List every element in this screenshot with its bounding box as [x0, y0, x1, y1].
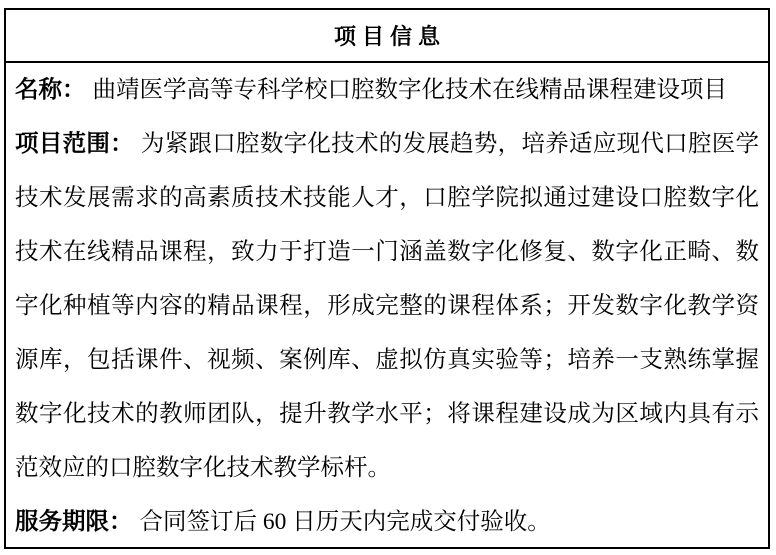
- table-header-row: [6, 10, 768, 63]
- project-scope-label: 项目范围：: [15, 131, 134, 157]
- service-period-label: 服务期限：: [15, 509, 133, 535]
- project-scope-row: [15, 117, 759, 495]
- project-info-table: [4, 8, 770, 549]
- project-name-row: [15, 63, 759, 117]
- project-name-value: 曲靖医学高等专科学校口腔数字化技术在线精品课程建设项目: [92, 77, 727, 103]
- project-name-label: 名称：: [15, 77, 86, 103]
- service-period-value: 合同签订后 60 日历天内完成交付验收。: [139, 509, 551, 535]
- table-title: 项目信息: [333, 24, 446, 49]
- service-period-row: [15, 495, 759, 545]
- project-scope-value: 为紧跟口腔数字化技术的发展趋势，培养适应现代口腔医学技术发展需求的高素质技术技能人才，口腔学院拟通过建设口腔数字化技术在线精品课程，致力于打造一门涵盖数字化修复、数字化正畸、数字化种植等内容的精品课程，形成完整的课程体系；开发数字化教学资源库，包括课件、视频、案例库、虚拟仿真实验等；培养一支熟练掌握数字化技术的教师团队，提升教学水平；将课程建设成为区域内具有示范效应的口腔数字化技术教学标杆。: [15, 131, 760, 481]
- table-body: [6, 63, 768, 545]
